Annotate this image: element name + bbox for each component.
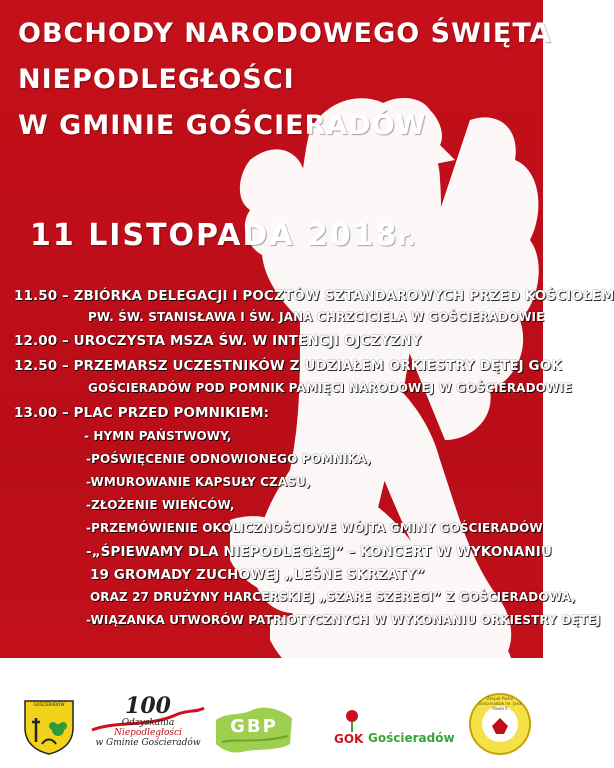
centenary-number: 100 — [125, 693, 171, 719]
gbp-logo — [212, 700, 296, 756]
schedule-line: 11.50 – ZBIÓRKA DELEGACJI I POCZTÓW SZTANDAROWYCH PRZED KOŚCIOŁEM — [14, 288, 614, 304]
gok-town-label: Gościeradów — [368, 731, 455, 745]
schedule-line: 12.50 – PRZEMARSZ UCZESTNIKÓW Z UDZIAŁEM ORKIESTRY DĘTEJ GOK — [14, 358, 562, 374]
event-date — [30, 218, 417, 253]
gbp-label: GBP — [230, 716, 278, 737]
event-date-main: 11 LISTOPADA 2018 — [30, 218, 399, 253]
title-line-1: OBCHODY NARODOWEGO ŚWIĘTA — [18, 18, 552, 49]
ensemble-ring-text: Zespół Pieśni Gościeradów im. Jana Pawła II — [478, 696, 522, 711]
schedule-line: 12.00 – UROCZYSTA MSZA ŚW. W INTENCJI OJCZYZNY — [14, 333, 422, 349]
schedule-line: -WIĄZANKA UTWORÓW PATRIOTYCZNYCH W WYKONANIU ORKIESTRY DĘTEJ — [86, 613, 601, 627]
schedule-line: PW. ŚW. STANISŁAWA I ŚW. JANA CHRZCICIELA W GOŚCIERADOWIE — [88, 310, 545, 324]
schedule-line: -PRZEMÓWIENIE OKOLICZNOŚCIOWE WÓJTA GMINY GOŚCIERADÓW — [86, 521, 543, 535]
sponsor-logos — [0, 692, 543, 768]
event-date-suffix: r. — [398, 226, 417, 251]
schedule-line: -WMUROWANIE KAPSUŁY CZASU, — [86, 475, 311, 489]
title-line-2: NIEPODLEGŁOŚCI — [18, 64, 295, 95]
centenary-line: Niepodległości — [114, 728, 182, 738]
centenary-line: w Gminie Gościeradów — [95, 738, 201, 748]
schedule-line: -ZŁOŻENIE WIEŃCÓW, — [86, 498, 235, 512]
ensemble-logo — [468, 692, 532, 756]
schedule-line: - HYMN PAŃSTWOWY, — [84, 429, 232, 443]
schedule-line: GOŚCIERADÓW POD POMNIK PAMIĘCI NARODOWEJ W GOŚCIERADOWIE — [88, 381, 573, 395]
gok-flower-icon — [338, 708, 366, 732]
gok-logo — [334, 708, 455, 756]
schedule-line: -POŚWIĘCENIE ODNOWIONEGO POMNIKA, — [86, 452, 372, 466]
schedule-line: ORAZ 27 DRUŻYNY HARCERSKIEJ „SZARE SZEREGI” Z GOŚCIERADOWA, — [90, 590, 576, 604]
title-line-3: W GMINIE GOŚCIERADÓW — [18, 110, 427, 141]
centenary-line: Odzyskania — [121, 718, 175, 728]
centenary-logo — [88, 694, 208, 762]
gmina-crest-logo — [22, 698, 76, 756]
schedule-line: -„ŚPIEWAMY DLA NIEPODLEGŁEJ” – KONCERT W WYKONANIU — [86, 544, 552, 560]
gok-label: GOK — [334, 732, 364, 746]
schedule-line: 13.00 – PLAC PRZED POMNIKIEM: — [14, 405, 270, 421]
crest-label: GOŚCIERADÓW — [33, 702, 65, 707]
schedule-line: 19 GROMADY ZUCHOWEJ „LEŚNE SKRZATY” — [90, 567, 426, 583]
